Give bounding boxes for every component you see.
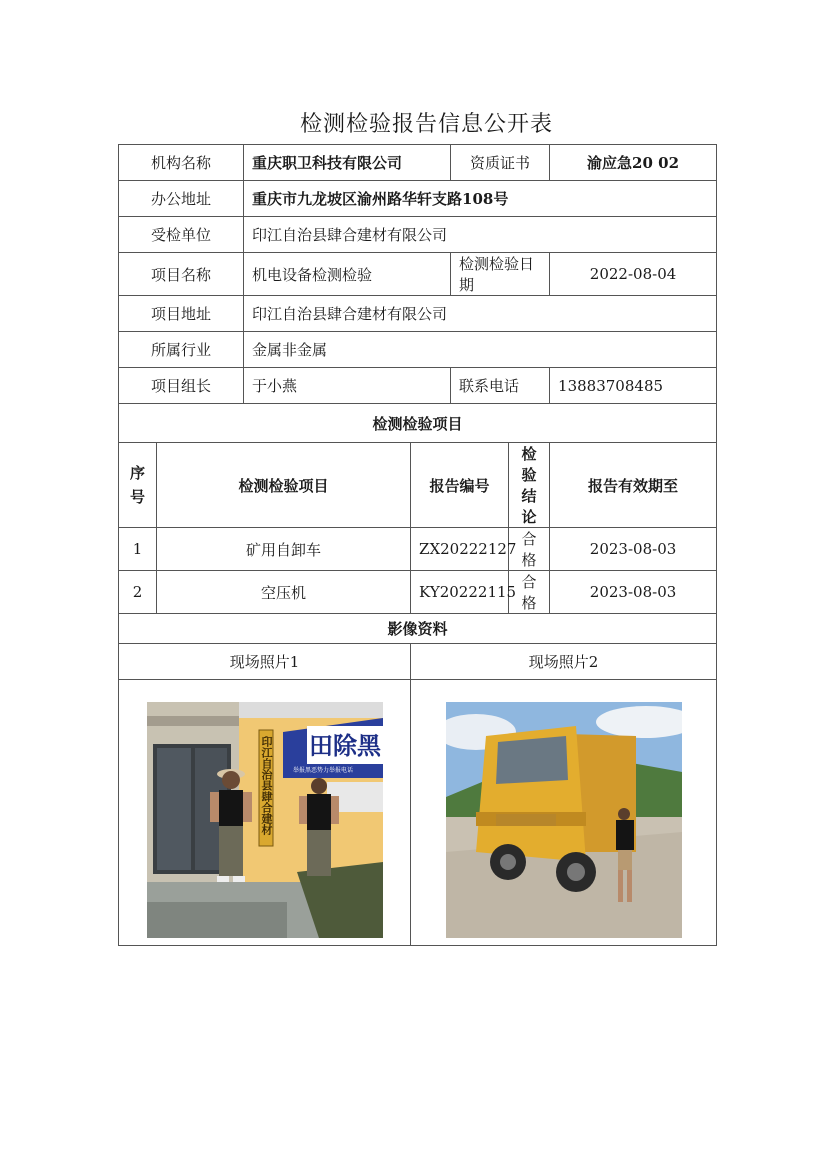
client-value: 印江自治县肆合建材有限公司 xyxy=(244,217,717,253)
table-row xyxy=(119,571,717,614)
item-result: 合格 xyxy=(509,528,550,571)
header-valid: 报告有效期至 xyxy=(550,443,717,528)
leader-label: 项目组长 xyxy=(119,368,244,404)
item-valid: 2023-08-03 xyxy=(550,528,717,571)
header-seq: 序号 xyxy=(119,443,157,528)
photo2-cell xyxy=(411,680,717,946)
item-name: 矿用自卸车 xyxy=(157,528,411,571)
photo1-cell xyxy=(119,680,411,946)
item-report: ZX20222127 xyxy=(411,528,509,571)
site-photo-2 xyxy=(446,702,682,938)
site-label: 项目地址 xyxy=(119,296,244,332)
org-value: 重庆职卫科技有限公司 xyxy=(244,145,451,181)
project-row xyxy=(119,253,717,296)
header-result: 检验结论 xyxy=(509,443,550,528)
item-report: KY20222115 xyxy=(411,571,509,614)
address-label: 办公地址 xyxy=(119,181,244,217)
items-header-row xyxy=(119,443,717,528)
vertical-sign-text: 印江自治县肆合建材 xyxy=(259,735,272,835)
industry-label: 所属行业 xyxy=(119,332,244,368)
info-table xyxy=(118,144,717,946)
cert-label: 资质证书 xyxy=(451,145,550,181)
project-label: 项目名称 xyxy=(119,253,244,296)
photos-section-title: 影像资料 xyxy=(119,614,717,644)
items-section-title: 检测检验项目 xyxy=(119,404,717,443)
item-seq: 2 xyxy=(119,571,157,614)
header-item: 检测检验项目 xyxy=(157,443,411,528)
org-row xyxy=(119,145,717,181)
phone-value: 13883708485 xyxy=(550,368,717,404)
org-label: 机构名称 xyxy=(119,145,244,181)
header-report: 报告编号 xyxy=(411,443,509,528)
site-photo-1 xyxy=(147,702,383,938)
cert-value: 渝应急20 02 xyxy=(550,145,717,181)
industry-row xyxy=(119,332,717,368)
items-section-row xyxy=(119,404,717,443)
client-label: 受检单位 xyxy=(119,217,244,253)
item-valid: 2023-08-03 xyxy=(550,571,717,614)
address-value: 重庆市九龙坡区渝州路华轩支路108号 xyxy=(244,181,717,217)
table-row xyxy=(119,528,717,571)
phone-label: 联系电话 xyxy=(451,368,550,404)
leader-row xyxy=(119,368,717,404)
client-row xyxy=(119,217,717,253)
photo1-label: 现场照片1 xyxy=(119,644,411,680)
address-row xyxy=(119,181,717,217)
banner-text: 田除黑 xyxy=(308,731,381,760)
photos-section-row xyxy=(119,614,717,644)
date-label: 检测检验日期 xyxy=(451,253,550,296)
industry-value: 金属非金属 xyxy=(244,332,717,368)
photo-label-row xyxy=(119,644,717,680)
item-seq: 1 xyxy=(119,528,157,571)
site-value: 印江自治县肆合建材有限公司 xyxy=(244,296,717,332)
page-title: 检测检验报告信息公开表 xyxy=(299,112,553,137)
project-value: 机电设备检测检验 xyxy=(244,253,451,296)
leader-value: 于小燕 xyxy=(244,368,451,404)
item-result: 合格 xyxy=(509,571,550,614)
photo-row xyxy=(119,680,717,946)
photo2-label: 现场照片2 xyxy=(411,644,717,680)
banner-subtext: 举报黑恶势力举报电话 xyxy=(292,766,353,774)
date-value: 2022-08-04 xyxy=(550,253,717,296)
item-name: 空压机 xyxy=(157,571,411,614)
site-row xyxy=(119,296,717,332)
